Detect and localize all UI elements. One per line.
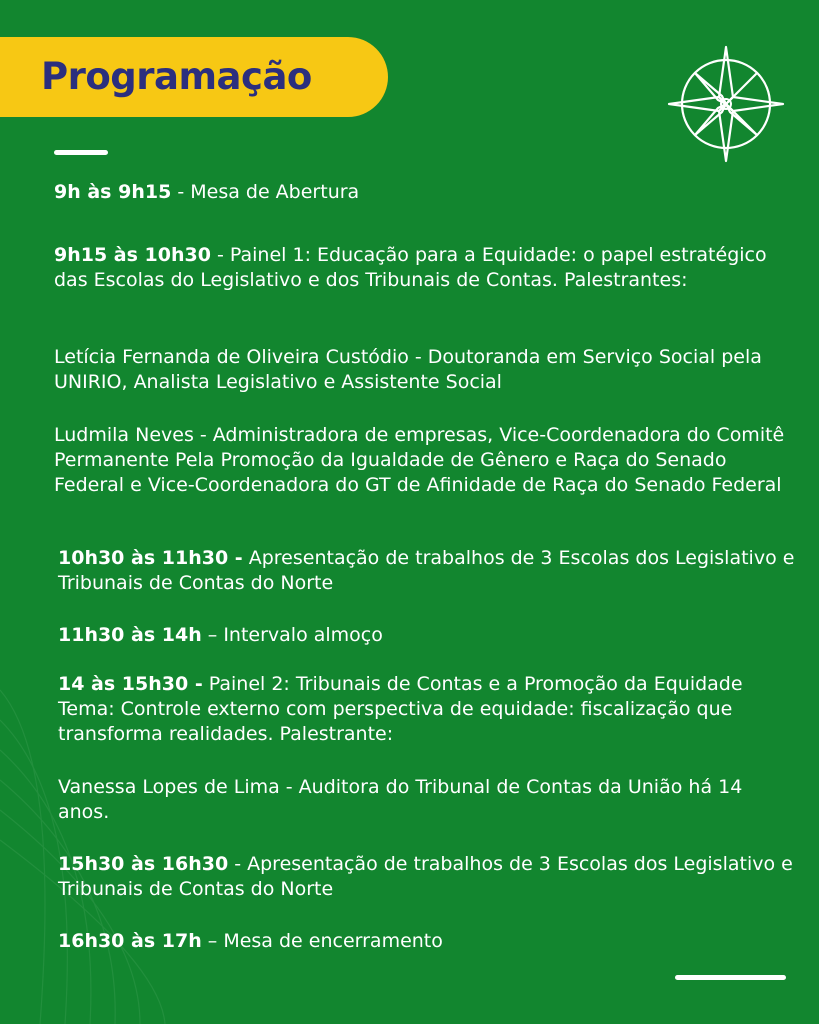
schedule-text: Painel 2: Tribunais de Contas e a Promoção da Equidade Tema: Controle externo com perspectiva de equidade: fiscalização que transforma realidades. Palestrante: [58,673,743,745]
schedule-text: – Mesa de encerramento [201,930,443,952]
schedule-text: – Intervalo almoço [201,624,383,646]
speaker-vanessa [58,775,799,825]
speaker-leticia [54,345,799,395]
schedule-text: - Apresentação de trabalhos de 3 Escolas dos Legislativo e Tribunais de Contas do Norte [58,853,793,900]
schedule-item-presentations-2 [58,852,799,902]
divider-bottom [675,975,786,980]
schedule-item-opening [54,180,799,205]
schedule-item-panel-2 [58,672,799,747]
schedule-time: 10h30 às 11h30 - [58,547,243,569]
speaker-ludmila [54,423,799,498]
speaker-text: Vanessa Lopes de Lima - Auditora do Tribunal de Contas da União há 14 anos. [58,776,743,823]
speaker-text: Letícia Fernanda de Oliveira Custódio - Doutoranda em Serviço Social pela UNIRIO, Analista Legislativo e Assistente Social [54,346,762,393]
schedule-time: 16h30 às 17h [58,930,202,952]
compass-rose-icon [667,45,785,163]
divider-top [54,150,108,155]
schedule-item-panel-1 [54,243,799,293]
schedule-item-presentations-1 [58,546,799,596]
schedule-time: 11h30 às 14h [58,624,202,646]
schedule-item-lunch [58,623,799,648]
schedule-text: - Mesa de Abertura [171,181,360,203]
schedule-time: 9h15 às 10h30 [54,244,211,266]
schedule-text: - Painel 1: Educação para a Equidade: o papel estratégico das Escolas do Legislativo e dos Tribunais de Contas. Palestrantes: [54,244,767,291]
page-title: Programação [41,55,312,98]
schedule-item-closing [58,929,799,954]
schedule-time: 15h30 às 16h30 [58,853,229,875]
schedule-text: Apresentação de trabalhos de 3 Escolas dos Legislativo e Tribunais de Contas do Norte [58,547,795,594]
speaker-text: Ludmila Neves - Administradora de empresas, Vice-Coordenadora do Comitê Permanente Pela Promoção da Igualdade de Gênero e Raça do Senado Federal e Vice-Coordenadora do GT de Afinidade de Raça do Senado Federal [54,424,785,496]
schedule-time: 9h às 9h15 [54,181,172,203]
schedule-time: 14 às 15h30 - [58,673,203,695]
